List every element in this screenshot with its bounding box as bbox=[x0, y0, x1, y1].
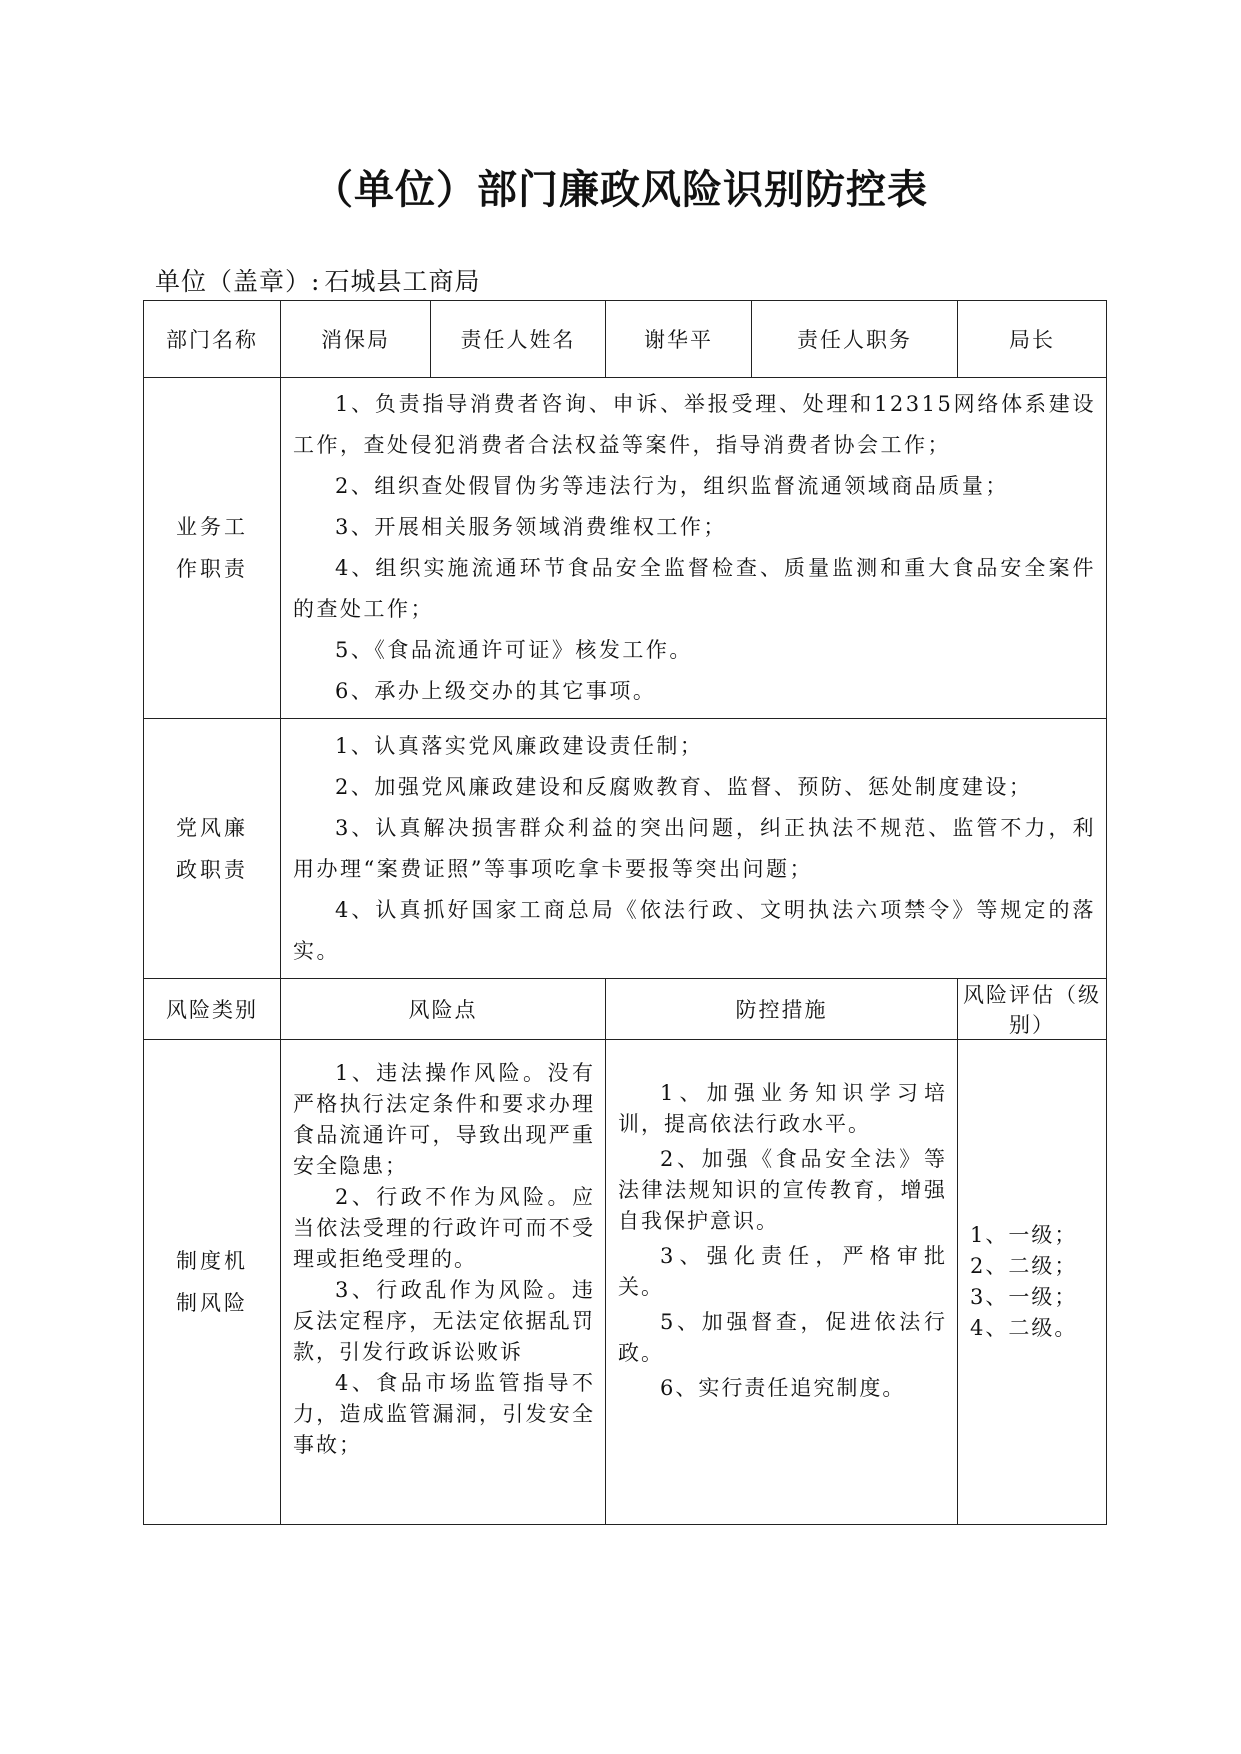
party-duty-item: 1、认真落实党风廉政建设责任制； bbox=[335, 733, 704, 758]
risk-point-item: 1、违法操作风险。没有严格执行法定条件和要求办理食品流通许可，导致出现严重安全隐患； bbox=[293, 1061, 595, 1178]
document-title: （单位）部门廉政风险识别防控表 bbox=[313, 166, 928, 213]
business-duty-item: 1、负责指导消费者咨询、申诉、举报受理、处理和12315网络体系建设工作，查处侵犯消费者合法权益等案件，指导消费者协会工作； bbox=[293, 392, 1096, 457]
risk-levels-content bbox=[958, 1040, 1107, 1525]
party-duty-item: 3、认真解决损害群众利益的突出问题，纠正执法不规范、监管不力，利用办理“案费证照”等事项吃拿卡要报等突出问题； bbox=[293, 815, 1096, 881]
measure-item: 6、实行责任追究制度。 bbox=[660, 1376, 906, 1400]
responsible-position-label: 责任人职务 bbox=[752, 301, 958, 378]
dept-name-label: 部门名称 bbox=[144, 301, 281, 378]
party-duties-label: 党风廉 政职责 bbox=[144, 719, 281, 979]
risk-level-item: 4、二级。 bbox=[970, 1316, 1078, 1340]
risk-row bbox=[144, 1040, 1107, 1525]
risk-level-item: 2、二级； bbox=[970, 1254, 1078, 1278]
responsible-position-value: 局长 bbox=[958, 301, 1107, 378]
risk-points-header: 风险点 bbox=[281, 979, 606, 1040]
header-row bbox=[144, 301, 1107, 378]
business-duty-item: 5、《食品流通许可证》核发工作。 bbox=[335, 638, 693, 662]
business-duty-item: 2、组织查处假冒伪劣等违法行为，组织监督流通领域商品质量； bbox=[335, 474, 1009, 498]
risk-header-row bbox=[144, 979, 1107, 1040]
measure-item: 5、加强督查，促进依法行政。 bbox=[618, 1310, 947, 1365]
party-duty-item: 2、加强党风廉政建设和反腐败教育、监督、预防、惩处制度建设； bbox=[335, 774, 1033, 799]
control-measures-header: 防控措施 bbox=[606, 979, 958, 1040]
unit-line bbox=[155, 262, 480, 298]
business-duties-label: 业务工 作职责 bbox=[144, 378, 281, 719]
party-duties-row bbox=[144, 719, 1107, 979]
control-measures-content bbox=[606, 1040, 958, 1525]
risk-point-item: 2、行政不作为风险。应当依法受理的行政许可而不受理或拒绝受理的。 bbox=[293, 1185, 595, 1271]
responsible-person-value: 谢华平 bbox=[606, 301, 752, 378]
party-duty-item: 4、认真抓好国家工商总局《依法行政、文明执法六项禁令》等规定的落实。 bbox=[293, 897, 1096, 963]
measure-item: 2、加强《食品安全法》等法律法规知识的宣传教育，增强自我保护意识。 bbox=[618, 1147, 947, 1233]
risk-control-table bbox=[143, 300, 1107, 1525]
risk-level-item: 3、一级； bbox=[970, 1285, 1078, 1309]
risk-category-header: 风险类别 bbox=[144, 979, 281, 1040]
party-duties-content bbox=[281, 719, 1107, 979]
business-duty-item: 4、组织实施流通环节食品安全监督检查、质量监测和重大食品安全案件的查处工作； bbox=[293, 556, 1096, 621]
business-duties-row bbox=[144, 378, 1107, 719]
risk-points-content bbox=[281, 1040, 606, 1525]
risk-level-item: 1、一级； bbox=[970, 1223, 1078, 1247]
risk-point-item: 4、食品市场监管指导不力，造成监管漏洞，引发安全事故； bbox=[293, 1371, 595, 1457]
measure-item: 1、加强业务知识学习培训，提高依法行政水平。 bbox=[618, 1081, 947, 1136]
risk-assessment-header: 风险评估（级别） bbox=[958, 979, 1107, 1040]
risk-point-item: 3、行政乱作为风险。违反法定程序，无法定依据乱罚款，引发行政诉讼败诉 bbox=[293, 1278, 595, 1364]
business-duty-item: 6、承办上级交办的其它事项。 bbox=[335, 679, 657, 703]
business-duty-item: 3、开展相关服务领域消费维权工作； bbox=[335, 515, 727, 539]
risk-category-label: 制度机 制风险 bbox=[144, 1040, 281, 1525]
measure-item: 3、强化责任，严格审批关。 bbox=[618, 1244, 947, 1299]
business-duties-content bbox=[281, 378, 1107, 719]
dept-name-value: 消保局 bbox=[281, 301, 431, 378]
responsible-person-label: 责任人姓名 bbox=[431, 301, 606, 378]
unit-value: 石城县工商局 bbox=[324, 267, 481, 296]
unit-label: 单位（盖章）: bbox=[155, 267, 321, 296]
